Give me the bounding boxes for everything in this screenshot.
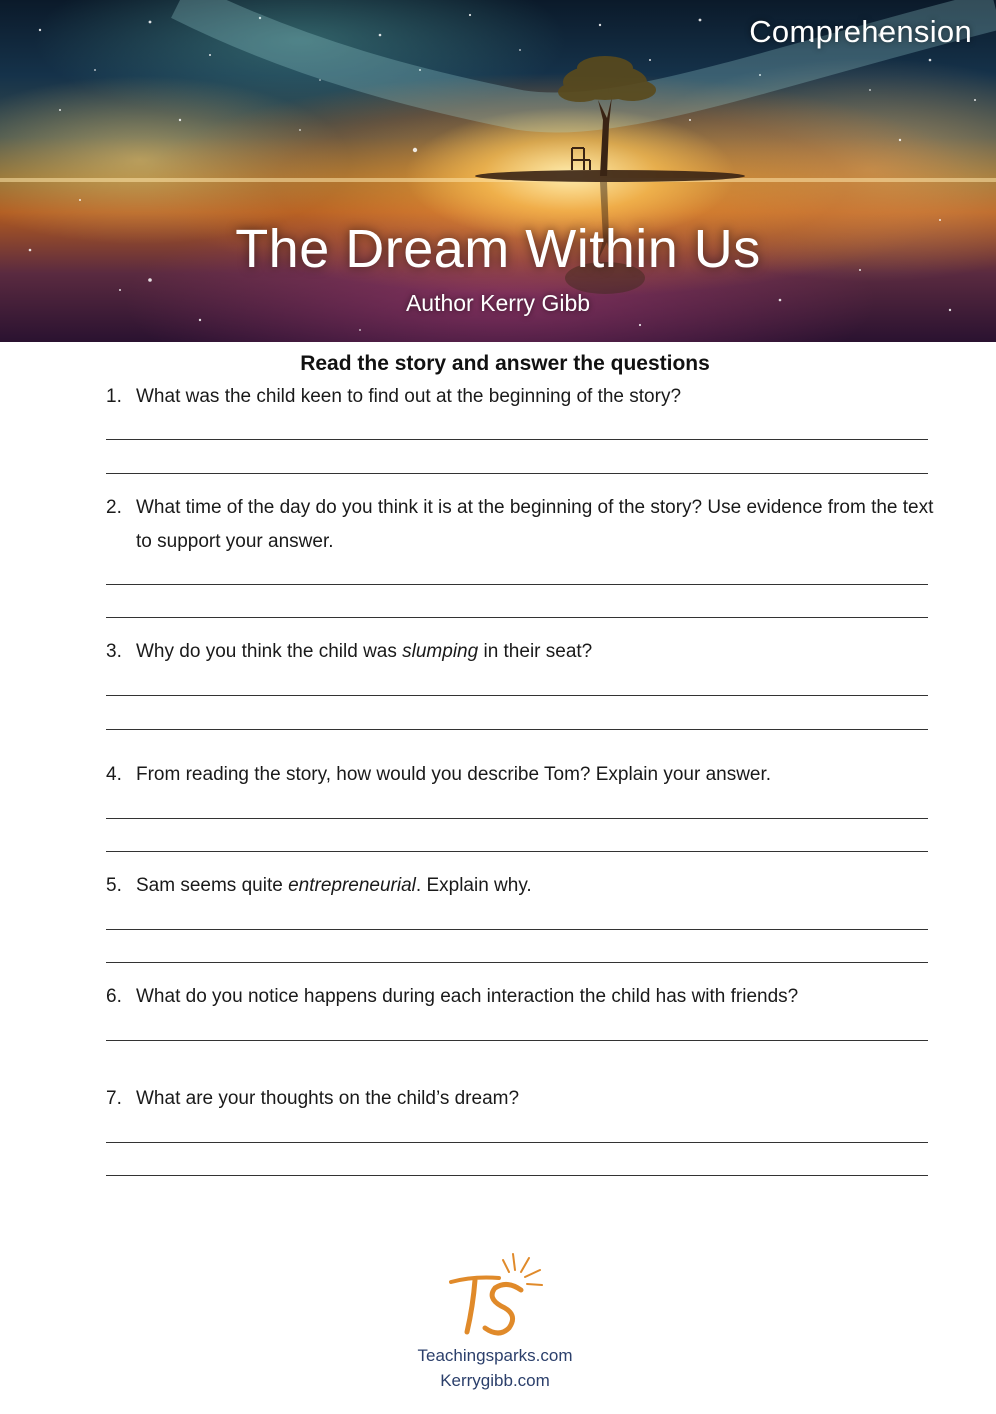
answer-line[interactable] (106, 1142, 928, 1143)
question-number: 6. (106, 986, 122, 1007)
answer-line[interactable] (106, 929, 928, 930)
question-1 (106, 380, 936, 414)
question-number: 1. (106, 386, 122, 407)
question-text: What was the child keen to find out at the beginning of the story? (136, 386, 682, 407)
question-5 (106, 869, 936, 903)
banner-category-label: Comprehension (749, 14, 972, 49)
footer-link-teachingsparks[interactable]: Teachingsparks.com (417, 1346, 573, 1365)
emphasized-word: entrepreneurial (288, 875, 416, 896)
answer-line[interactable] (106, 818, 928, 819)
question-number: 4. (106, 764, 122, 785)
story-author: Author Kerry Gibb (405, 290, 591, 316)
question-text: What do you notice happens during each interaction the child has with friends? (136, 986, 799, 1007)
question-4 (106, 758, 936, 792)
question-2 (106, 491, 936, 559)
question-7 (106, 1082, 936, 1116)
emphasized-word: slumping (402, 641, 479, 662)
question-number: 7. (106, 1088, 122, 1109)
question-text: What time of the day do you think it is at the beginning of the story? Use evidence from the text to support your answer. (136, 497, 934, 552)
answer-line[interactable] (106, 584, 928, 585)
question-text: What are your thoughts on the child’s dream? (136, 1088, 520, 1109)
question-number: 5. (106, 875, 122, 896)
answer-line[interactable] (106, 439, 928, 440)
answer-line[interactable] (106, 851, 928, 852)
question-6 (106, 980, 936, 1014)
story-title: The Dream Within Us (235, 219, 761, 279)
answer-line[interactable] (106, 617, 928, 618)
instructions-heading: Read the story and answer the questions (300, 352, 710, 375)
question-number: 2. (106, 497, 122, 518)
answer-line[interactable] (106, 729, 928, 730)
question-text: Sam seems quite entrepreneurial. Explain why. (136, 875, 532, 896)
question-text: Why do you think the child was slumping in their seat? (136, 641, 593, 662)
answer-line[interactable] (106, 695, 928, 696)
question-number: 3. (106, 641, 122, 662)
question-text: From reading the story, how would you describe Tom? Explain your answer. (136, 764, 772, 785)
footer-link-kerrygibb[interactable]: Kerrygibb.com (440, 1371, 550, 1390)
answer-line[interactable] (106, 1040, 928, 1041)
answer-line[interactable] (106, 473, 928, 474)
question-3 (106, 635, 936, 669)
teachingsparks-ts-logo-icon (443, 1248, 553, 1343)
header-banner (0, 0, 996, 342)
answer-line[interactable] (106, 962, 928, 963)
answer-line[interactable] (106, 1175, 928, 1176)
